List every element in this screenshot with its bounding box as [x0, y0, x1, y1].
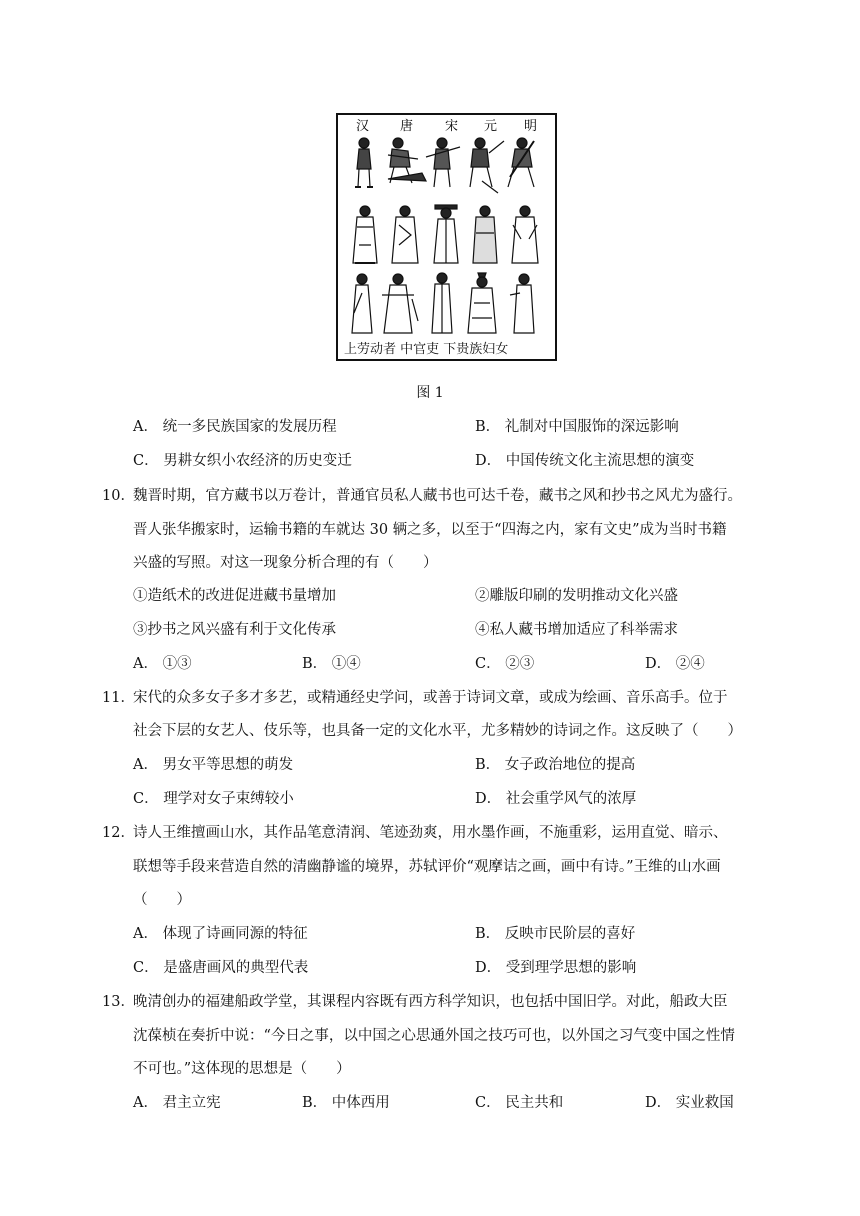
q13-option-d: D． 实业救国 [645, 1095, 734, 1111]
q13-stem-line-1: 晚清创办的福建船政学堂，其课程内容既有西方科学知识，也包括中国旧学。对此，船政大臣 [133, 994, 728, 1010]
dynasty-label-ming: 明 [524, 119, 538, 134]
q10-stem-line-3: 兴盛的写照。对这一现象分析合理的有（ ） [133, 555, 438, 571]
q13-option-b: B． 中体西用 [302, 1095, 390, 1111]
q10-stem-line-2: 晋人张华搬家时，运输书籍的车就达 30 辆之多，以至于“四海之内，家有文史”成为当时书籍 [133, 522, 727, 538]
q12-stem-line-3: （ ） [133, 892, 191, 908]
q10-option-b: B． ①④ [302, 656, 361, 672]
q13-stem-line-2: 沈葆桢在奏折中说：“今日之事，以中国之心思通外国之技巧可也，以外国之习气变中国之性情 [133, 1028, 735, 1044]
q11-number: 11． [102, 690, 135, 706]
q10-stem-line-1: 魏晋时期，官方藏书以万卷计，普通官员私人藏书也可达千卷，藏书之风和抄书之风尤为盛行。 [133, 488, 742, 504]
q10-item-3: ③抄书之风兴盛有利于文化传承 [133, 622, 336, 638]
figure-caption: 图 1 [416, 385, 444, 401]
costume-illustration-figure [336, 113, 557, 361]
dynasty-label-yuan: 元 [484, 119, 498, 134]
q11-option-d: D． 社会重学风气的浓厚 [475, 791, 637, 807]
q12-stem-line-1: 诗人王维擅画山水，其作品笔意清润、笔迹劲爽，用水墨作画，不施重彩，运用直觉、暗示、 [133, 825, 728, 841]
q13-stem-line-3: 不可也。”这体现的思想是（ ） [133, 1061, 351, 1077]
q10-option-d: D． ②④ [645, 656, 705, 672]
q12-option-b: B． 反映市民阶层的喜好 [475, 926, 636, 942]
q12-option-a: A． 体现了诗画同源的特征 [133, 926, 308, 942]
figure-bottom-label: 上劳动者 中官吏 下贵族妇女 [344, 342, 509, 357]
q13-option-a: A． 君主立宪 [133, 1095, 221, 1111]
q9-option-b: B． 礼制对中国服饰的深远影响 [475, 419, 679, 435]
q12-stem-line-2: 联想等手段来营造自然的清幽静谧的境界，苏轼评价“观摩诘之画，画中有诗。”王维的山水画 [133, 859, 721, 875]
q9-option-c: C． 男耕女织小农经济的历史变迁 [133, 453, 352, 469]
official-figures-row [353, 205, 538, 263]
dynasty-label-tang: 唐 [400, 119, 414, 134]
q11-option-b: B． 女子政治地位的提高 [475, 757, 636, 773]
q11-option-a: A． 男女平等思想的萌发 [133, 757, 294, 773]
q10-item-4: ④私人藏书增加适应了科举需求 [475, 622, 678, 638]
q11-stem-line-2: 社会下层的女艺人、伎乐等，也具备一定的文化水平，尤多精妙的诗词之作。这反映了（ ） [133, 723, 742, 739]
laborer-figures-row [355, 138, 534, 193]
noblewoman-figures-row [352, 273, 534, 333]
q9-option-d: D． 中国传统文化主流思想的演变 [475, 453, 695, 469]
q10-number: 10． [102, 488, 135, 504]
q10-option-a: A． ①③ [133, 656, 192, 672]
q12-option-d: D． 受到理学思想的影响 [475, 960, 637, 976]
q13-number: 13． [102, 994, 135, 1010]
q11-option-c: C． 理学对女子束缚较小 [133, 791, 294, 807]
q13-option-c: C． 民主共和 [475, 1095, 564, 1111]
q10-item-2: ②雕版印刷的发明推动文化兴盛 [475, 588, 678, 604]
q11-stem-line-1: 宋代的众多女子多才多艺，或精通经史学问，或善于诗词文章，或成为绘画、音乐高手。位于 [133, 690, 728, 706]
q10-option-c: C． ②③ [475, 656, 535, 672]
q12-option-c: C． 是盛唐画风的典型代表 [133, 960, 309, 976]
q10-item-1: ①造纸术的改进促进藏书量增加 [133, 588, 336, 604]
figure-drawing [338, 115, 555, 359]
dynasty-label-han: 汉 [356, 119, 370, 134]
q9-option-a: A． 统一多民族国家的发展历程 [133, 419, 337, 435]
dynasty-label-song: 宋 [445, 119, 459, 134]
q12-number: 12． [102, 825, 135, 841]
